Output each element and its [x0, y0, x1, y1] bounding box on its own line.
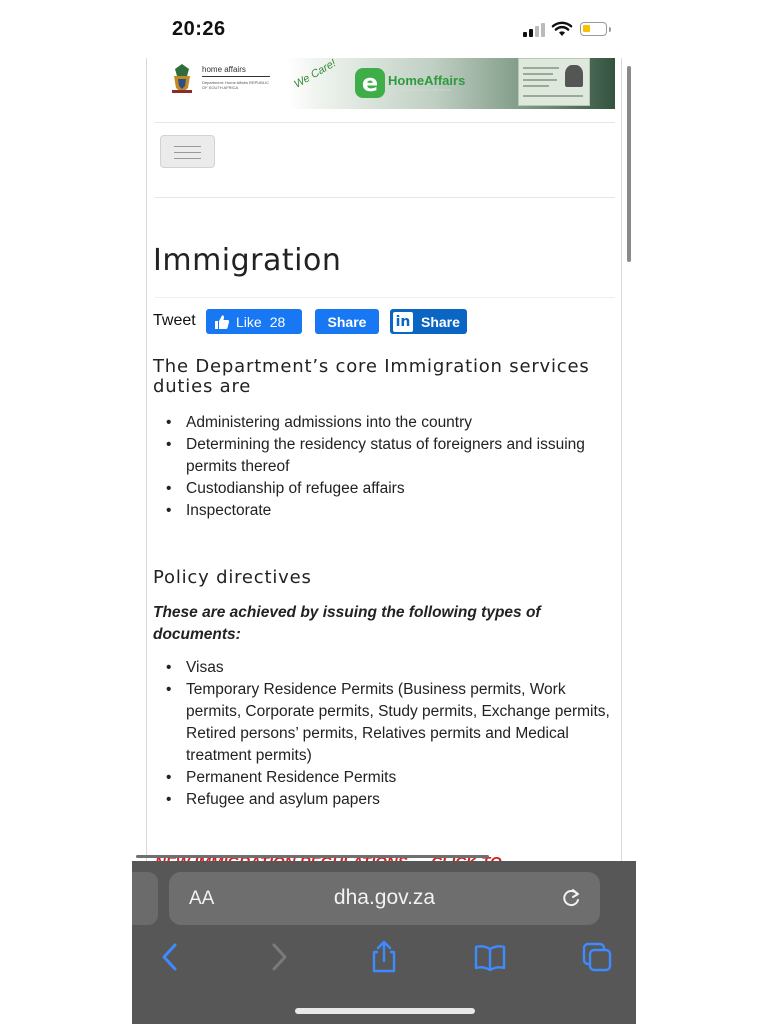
page-title: Immigration — [153, 243, 342, 278]
list-item: • Permanent Residence Permits — [154, 767, 614, 789]
list-item: • Inspectorate — [154, 500, 594, 522]
id-card-image — [518, 58, 590, 106]
core-duties-heading: The Department’s core Immigration services duties are — [153, 356, 590, 397]
thumbs-up-icon — [214, 314, 230, 330]
title-divider — [155, 297, 615, 298]
scrollbar[interactable] — [627, 66, 631, 262]
tabs-icon[interactable] — [580, 940, 614, 974]
nav-divider — [155, 197, 615, 198]
linkedin-share-label: Share — [421, 313, 460, 330]
ehomeaffairs-logo — [355, 68, 465, 98]
ehomeaffairs-tagline: easy • efficient • secure — [385, 87, 452, 92]
list-item: • Temporary Residence Permits (Business permits, Work permits, Corporate permits, Study permits, Exchange permits, Retired persons’ permits, Relatives permits and Medical treatment permits) — [154, 679, 614, 767]
linkedin-share-button[interactable] — [390, 309, 467, 334]
coat-of-arms-logo[interactable] — [169, 62, 195, 96]
brand-subtitle: Department: Home Affairs REPUBLIC OF SOUTH AFRICA — [202, 80, 270, 90]
back-icon[interactable] — [153, 940, 187, 974]
list-item: • Custodianship of refugee affairs — [154, 478, 594, 500]
share-icon[interactable] — [367, 940, 401, 974]
list-item: • Determining the residency status of foreigners and issuing permits thereof — [154, 434, 594, 478]
linkedin-icon: in — [393, 312, 413, 332]
ehomeaffairs-badge: e — [355, 68, 385, 98]
documents-list — [154, 657, 614, 811]
policy-intro: These are achieved by issuing the following types of documents: — [153, 604, 541, 643]
home-indicator — [295, 1008, 475, 1014]
brand-name: home affairs — [202, 65, 246, 74]
facebook-share-button[interactable]: Share — [315, 309, 379, 334]
brand-divider — [202, 76, 270, 77]
list-item: • Refugee and asylum papers — [154, 789, 614, 811]
banner-slogan: We Care! — [292, 57, 339, 91]
tweet-button[interactable]: Tweet — [153, 312, 196, 329]
bookmarks-icon[interactable] — [473, 940, 507, 974]
status-time: 20:26 — [172, 18, 226, 40]
cellular-signal-icon — [523, 23, 545, 37]
like-count: 28 — [269, 313, 286, 330]
battery-tip — [609, 27, 611, 32]
page-load-progress — [136, 855, 489, 858]
previous-tab-peek[interactable] — [132, 872, 158, 925]
hamburger-menu-button[interactable] — [160, 135, 215, 168]
battery-icon — [580, 22, 607, 36]
like-label: Like — [236, 313, 262, 330]
facebook-like-button[interactable] — [206, 309, 302, 334]
list-item: • Administering admissions into the country — [154, 412, 594, 434]
header-divider — [155, 122, 615, 123]
list-item: • Visas — [154, 657, 614, 679]
core-duties-list — [154, 412, 594, 522]
ehomeaffairs-wordmark — [385, 74, 465, 92]
ehomeaffairs-text: HomeAffairs — [388, 73, 466, 88]
forward-icon[interactable] — [262, 940, 296, 974]
url-text[interactable]: dha.gov.za — [333, 886, 436, 909]
policy-heading: Policy directives — [153, 567, 312, 588]
wifi-icon — [552, 21, 572, 37]
reload-icon[interactable] — [560, 887, 582, 909]
text-size-button[interactable]: AA — [189, 888, 215, 909]
